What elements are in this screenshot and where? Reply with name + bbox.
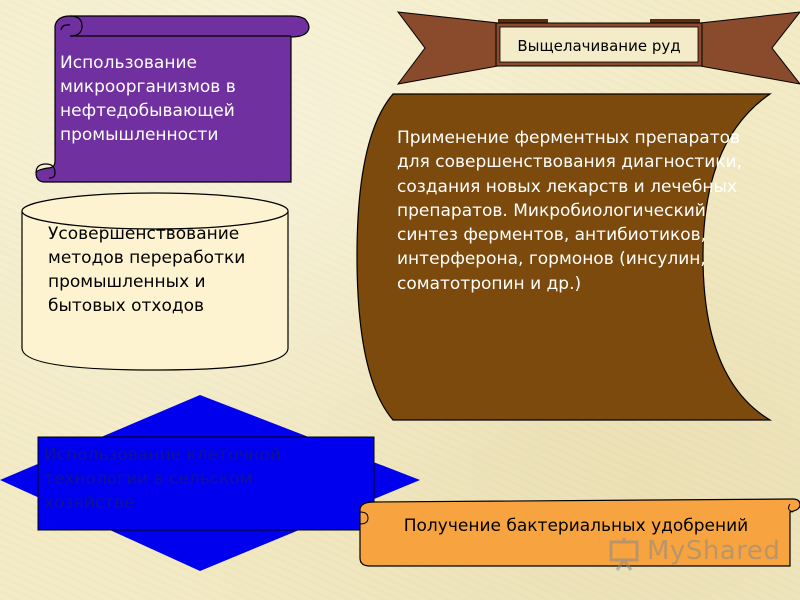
watermark-text: MyShared [647,536,781,566]
cell-technology-text: Использование клеточной технологии в сельском хозяйстве [44,445,281,513]
microorganisms-text: Использование микроорганизмов в нефтедобывающей промышленности [60,53,236,145]
ore-leaching-text: Выщелачивание руд [517,37,681,55]
enzymes-text: Применение ферментных препаратов для совершенствования диагностики, создания новых лекарств и лечебных препаратов. Микробиологический синтез ферментов, антибиотиков, интерферона, гормонов (инсулин, соматотропин и др.) [397,128,742,294]
waste-processing-text: Усовершенствование методов переработки промышленных и бытовых отходов [48,224,246,316]
fertilizers-text: Получение бактериальных удобрений [403,516,749,536]
